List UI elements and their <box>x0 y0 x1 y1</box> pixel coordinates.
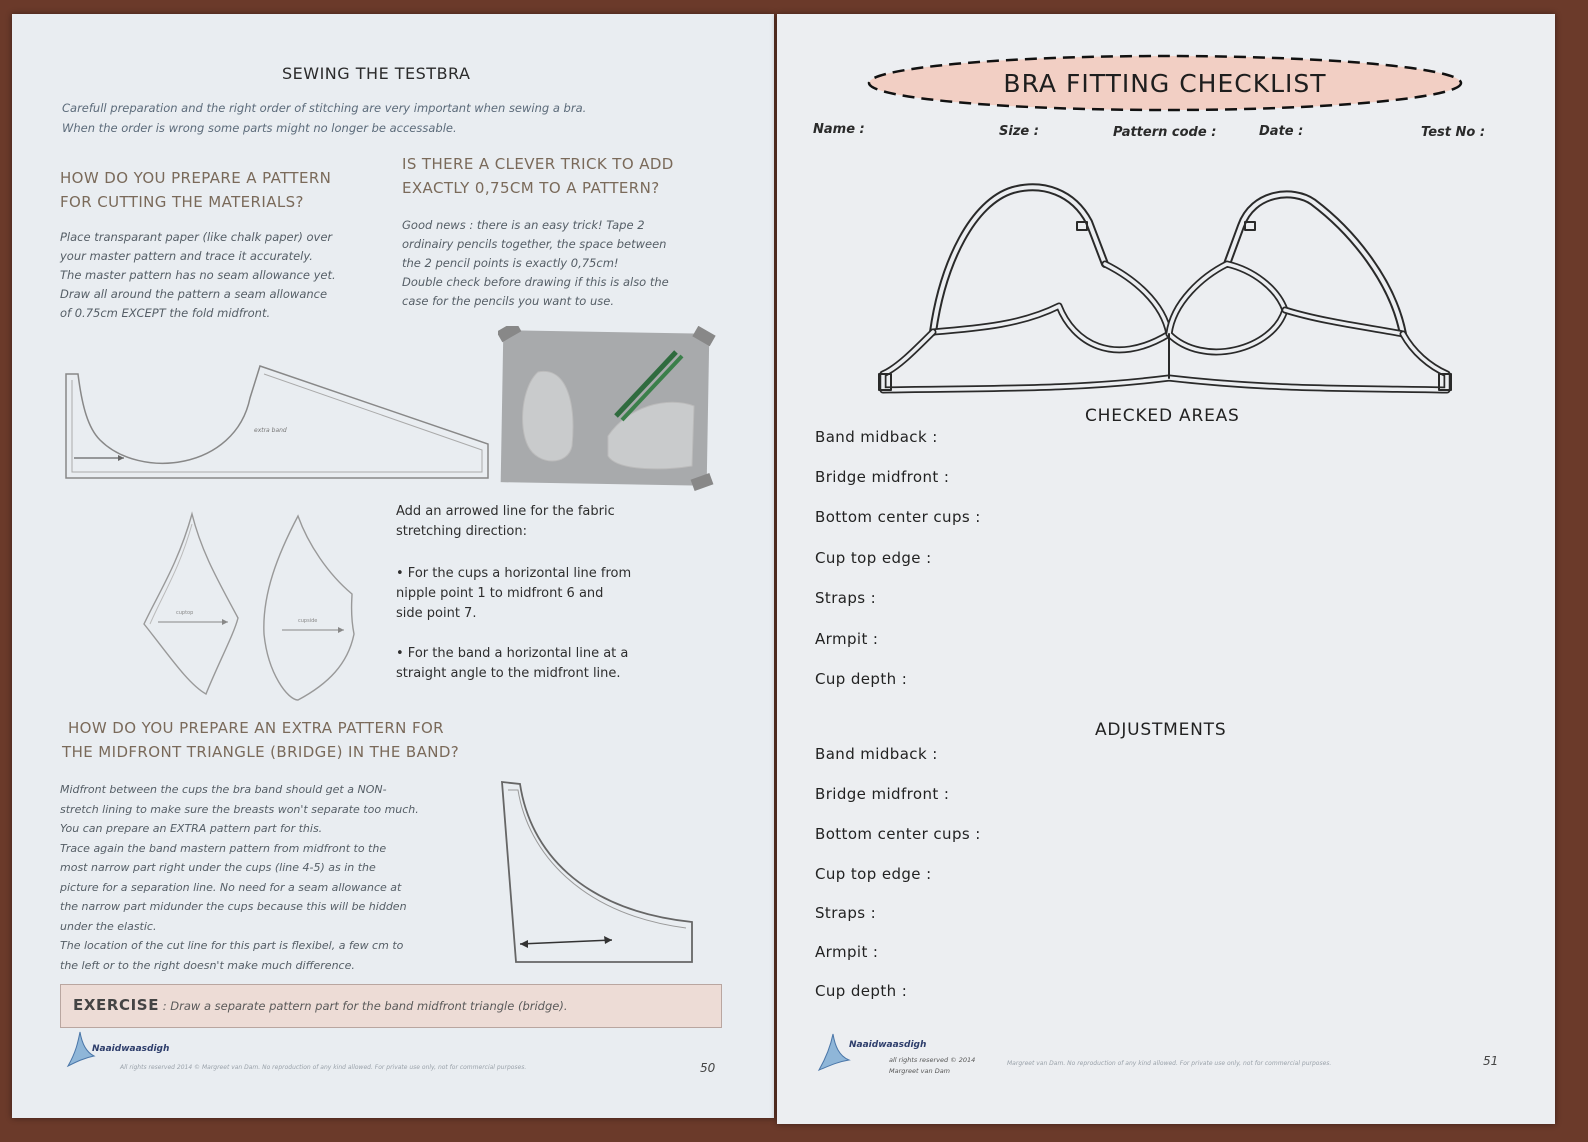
left-page-title: SEWING THE TESTBRA <box>282 64 471 83</box>
adjust-item-cup-top-edge: Cup top edge : <box>815 865 932 883</box>
pattern-code-label: Pattern code : <box>1113 125 1217 140</box>
checklist-title: BRA FITTING CHECKLIST <box>1003 68 1327 98</box>
q3-heading <box>62 716 522 764</box>
q2-body-line: ordinairy pencils together, the space between <box>402 237 667 251</box>
q2-body-line: the 2 pencil points is exactly 0,75cm! <box>402 256 619 270</box>
q3-body-line: the narrow part midunder the cups because this will be hidden <box>60 900 407 913</box>
date-label: Date : <box>1259 124 1304 139</box>
band-pattern-drawing <box>60 360 494 484</box>
q2-heading-line: IS THERE A CLEVER TRICK TO ADD <box>402 155 674 173</box>
cup-label-1: cuptop <box>176 610 194 616</box>
q3-heading-line: THE MIDFRONT TRIANGLE (BRIDGE) IN THE BAND? <box>62 743 460 761</box>
size-label: Size : <box>999 124 1039 139</box>
adjust-item-band-midback: Band midback : <box>815 745 938 763</box>
cups-note-line: nipple point 1 to midfront 6 and <box>396 586 604 601</box>
left-page <box>12 14 774 1118</box>
name-label: Name : <box>813 122 865 137</box>
cup-pattern-drawing <box>138 504 368 704</box>
q1-body <box>60 228 380 323</box>
arrow-note-line: Add an arrowed line for the fabric <box>396 504 615 519</box>
arrow-note <box>396 502 726 542</box>
q1-body-line: The master pattern has no seam allowance yet. <box>60 268 336 282</box>
q2-body <box>402 216 732 311</box>
q3-body-line: stretch lining to make sure the breasts won't separate too much. <box>60 802 419 816</box>
q3-body-line: Midfront between the cups the bra band should get a NON- <box>60 783 387 796</box>
intro-line: Carefull preparation and the right order of stitching are very important when sewing a bra. <box>62 101 587 115</box>
q1-body-line: Draw all around the pattern a seam allowance <box>60 287 328 301</box>
q3-body-line: The location of the cut line for this part is flexibel, a few cm to <box>60 939 404 952</box>
checked-item-band-midback: Band midback : <box>815 428 938 446</box>
exercise-box <box>60 984 722 1028</box>
q3-body-line: most narrow part right under the cups (line 4-5) as in the <box>60 861 376 874</box>
intro-line: When the order is wrong some parts might no longer be accessable. <box>62 121 457 135</box>
adjust-item-bottom-center-cups: Bottom center cups : <box>815 825 981 843</box>
q3-heading-line: HOW DO YOU PREPARE AN EXTRA PATTERN FOR <box>68 719 445 737</box>
band-note <box>396 644 726 684</box>
q1-heading <box>60 166 380 214</box>
q2-body-line: Double check before drawing if this is also the <box>402 275 669 289</box>
q2-body-line: Good news : there is an easy trick! Tape 2 <box>402 218 645 232</box>
band-label: extra band <box>254 427 287 434</box>
intro-text <box>62 98 702 138</box>
test-no-label: Test No : <box>1421 125 1486 140</box>
cup-label-2: cupside <box>298 618 318 624</box>
title-banner <box>865 52 1465 114</box>
q1-heading-line: FOR CUTTING THE MATERIALS? <box>60 193 304 211</box>
q1-heading-line: HOW DO YOU PREPARE A PATTERN <box>60 169 332 187</box>
cups-note-line: side point 7. <box>396 606 477 621</box>
q1-body-line: your master pattern and trace it accurately. <box>60 249 313 263</box>
checked-item-bridge-midfront: Bridge midfront : <box>815 468 950 486</box>
q3-body-line: Trace again the band mastern pattern from midfront to the <box>60 841 387 855</box>
right-logo-text: Naaidwaasdigh <box>849 1040 927 1050</box>
adjust-item-cup-depth: Cup depth : <box>815 982 908 1000</box>
checked-item-cup-depth: Cup depth : <box>815 670 908 688</box>
q3-body-line: under the elastic. <box>60 919 157 933</box>
left-logo-text: Naaidwaasdigh <box>92 1044 170 1054</box>
right-footer-rights: Margreet van Dam. No reproduction of any kind allowed. For private use only, not for commercial purposes. <box>1007 1060 1332 1067</box>
bridge-triangle-drawing <box>500 780 700 966</box>
checked-item-straps: Straps : <box>815 589 877 607</box>
arrow-head <box>604 936 612 944</box>
checked-areas-heading: CHECKED AREAS <box>1085 406 1240 426</box>
cups-note <box>396 564 726 624</box>
checked-item-cup-top-edge: Cup top edge : <box>815 549 932 567</box>
q2-body-line: case for the pencils you want to use. <box>402 294 615 308</box>
left-footer-rights: All rights reserved 2014 © Margreet van Dam. No reproduction of any kind allowed. For private use only, not for commercial purposes. <box>120 1064 527 1071</box>
q2-heading-line: EXACTLY 0,75CM TO A PATTERN? <box>402 179 660 197</box>
arrow-note-line: stretching direction: <box>396 524 527 539</box>
q3-body-line: You can prepare an EXTRA pattern part for this. <box>60 822 323 835</box>
exercise-word: EXERCISE <box>73 996 160 1014</box>
q1-body-line: Place transparant paper (like chalk paper) over <box>60 230 333 244</box>
checked-item-bottom-center-cups: Bottom center cups : <box>815 508 981 526</box>
left-page-number: 50 <box>700 1061 716 1075</box>
q2-heading <box>402 152 742 200</box>
logo-icon <box>817 1032 851 1074</box>
right-rights-line2: Margreet van Dam <box>889 1067 951 1075</box>
bra-illustration <box>873 182 1457 396</box>
q3-body-line: picture for a separation line. No need for a seam allowance at <box>60 880 402 894</box>
exercise-text: : Draw a separate pattern part for the band midfront triangle (bridge). <box>159 999 568 1013</box>
band-note-line: • For the band a horizontal line at a <box>396 646 629 661</box>
adjust-item-bridge-midfront: Bridge midfront : <box>815 785 950 803</box>
q3-body-line: the left or to the right doesn't make much difference. <box>60 958 355 972</box>
adjust-item-straps: Straps : <box>815 904 877 922</box>
cups-note-line: • For the cups a horizontal line from <box>396 566 632 581</box>
arrow-head <box>520 940 528 948</box>
band-note-line: straight angle to the midfront line. <box>396 666 621 681</box>
stretch-arrow <box>520 940 612 944</box>
right-page-number: 51 <box>1483 1054 1499 1068</box>
right-rights-line1: all rights reserved © 2014 <box>889 1056 976 1064</box>
q1-body-line: of 0.75cm EXCEPT the fold midfront. <box>60 306 271 320</box>
pencils-photo <box>498 326 716 492</box>
q3-body <box>60 780 490 975</box>
adjust-item-armpit: Armpit : <box>815 943 879 961</box>
adjustments-heading: ADJUSTMENTS <box>1095 720 1227 740</box>
checked-item-armpit: Armpit : <box>815 630 879 648</box>
right-page <box>777 14 1555 1124</box>
